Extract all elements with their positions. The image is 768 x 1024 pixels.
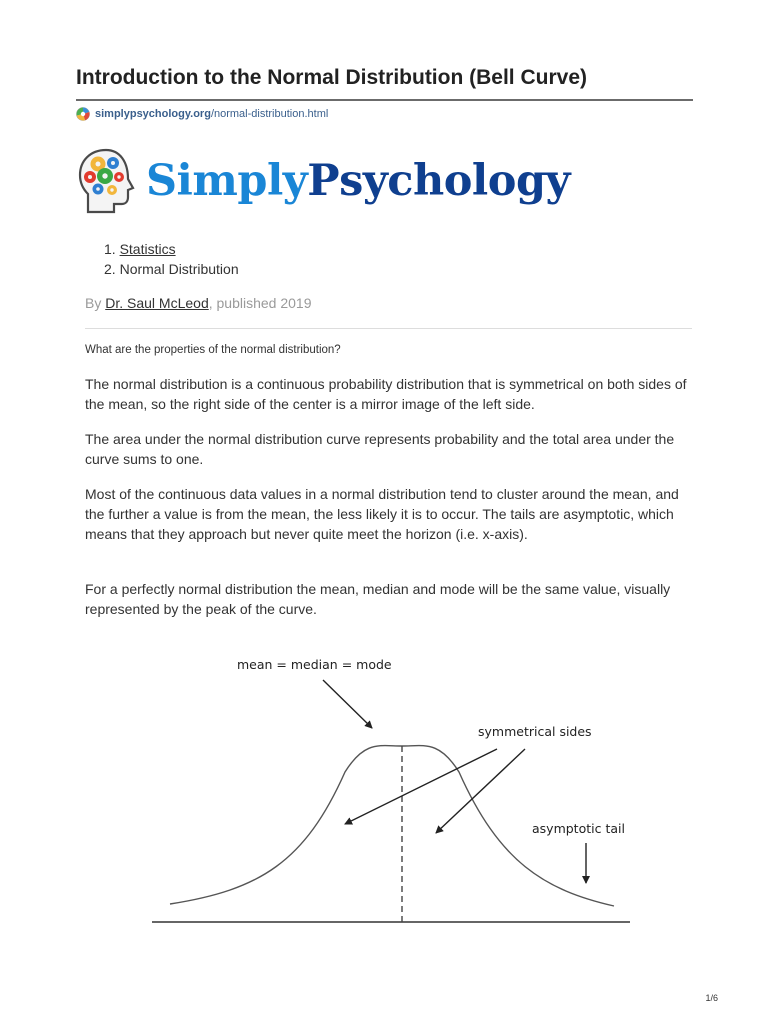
breadcrumb [104, 239, 239, 279]
section-question: What are the properties of the normal distribution? [85, 344, 341, 356]
author-link[interactable]: Dr. Saul McLeod [105, 295, 209, 311]
byline-prefix: By [85, 295, 102, 311]
paragraph: The normal distribution is a continuous probability distribution that is symmetrical on both sides of the mean, so the right side of the center is a mirror image of the left side. [85, 376, 687, 412]
site-logo[interactable] [76, 146, 570, 216]
page-title: Introduction to the Normal Distribution (Bell Curve) [76, 66, 587, 89]
arrow-to-peak [323, 680, 372, 728]
byline-date: , published 2019 [208, 295, 312, 311]
arrow-right-side [436, 749, 525, 833]
breadcrumb-number: 2. [104, 261, 116, 277]
breadcrumb-current: Normal Distribution [119, 261, 239, 277]
breadcrumb-number: 1. [104, 241, 116, 257]
page-number: 1/6 [705, 993, 718, 1003]
paragraph: Most of the continuous data values in a normal distribution tend to cluster around the mean, and the further a value is from the mean, the less likely it is to occur. The tails are asymptotic, which means that they approach but never quite meet the horizon (i.e. x-axis). [85, 486, 679, 542]
label-mean-median-mode: mean = median = mode [237, 657, 392, 672]
site-favicon-icon [76, 107, 90, 121]
breadcrumb-item-normal-distribution [104, 259, 239, 279]
brain-gears-head-icon [76, 146, 138, 216]
arrow-left-side [345, 749, 497, 824]
label-symmetrical-sides: symmetrical sides [478, 724, 592, 739]
label-asymptotic-tail: asymptotic tail [532, 821, 625, 836]
source-domain[interactable]: simplypsychology.org [95, 108, 211, 120]
logo-text-simply: Simply [146, 156, 308, 206]
logo-wordmark [146, 156, 570, 206]
content-divider [85, 328, 692, 329]
paragraph: For a perfectly normal distribution the mean, median and mode will be the same value, visually represented by the peak of the curve. [85, 581, 671, 617]
source-url[interactable] [76, 106, 328, 122]
bell-curve-diagram [140, 640, 660, 940]
breadcrumb-item-statistics [104, 239, 239, 259]
paragraph: The area under the normal distribution curve represents probability and the total area under the curve sums to one. [85, 431, 675, 467]
byline [85, 295, 312, 311]
statistics-link[interactable]: Statistics [119, 241, 176, 257]
title-divider [76, 99, 693, 101]
logo-text-psychology: Psychology [307, 156, 571, 206]
source-path[interactable]: /normal-distribution.html [210, 108, 329, 120]
